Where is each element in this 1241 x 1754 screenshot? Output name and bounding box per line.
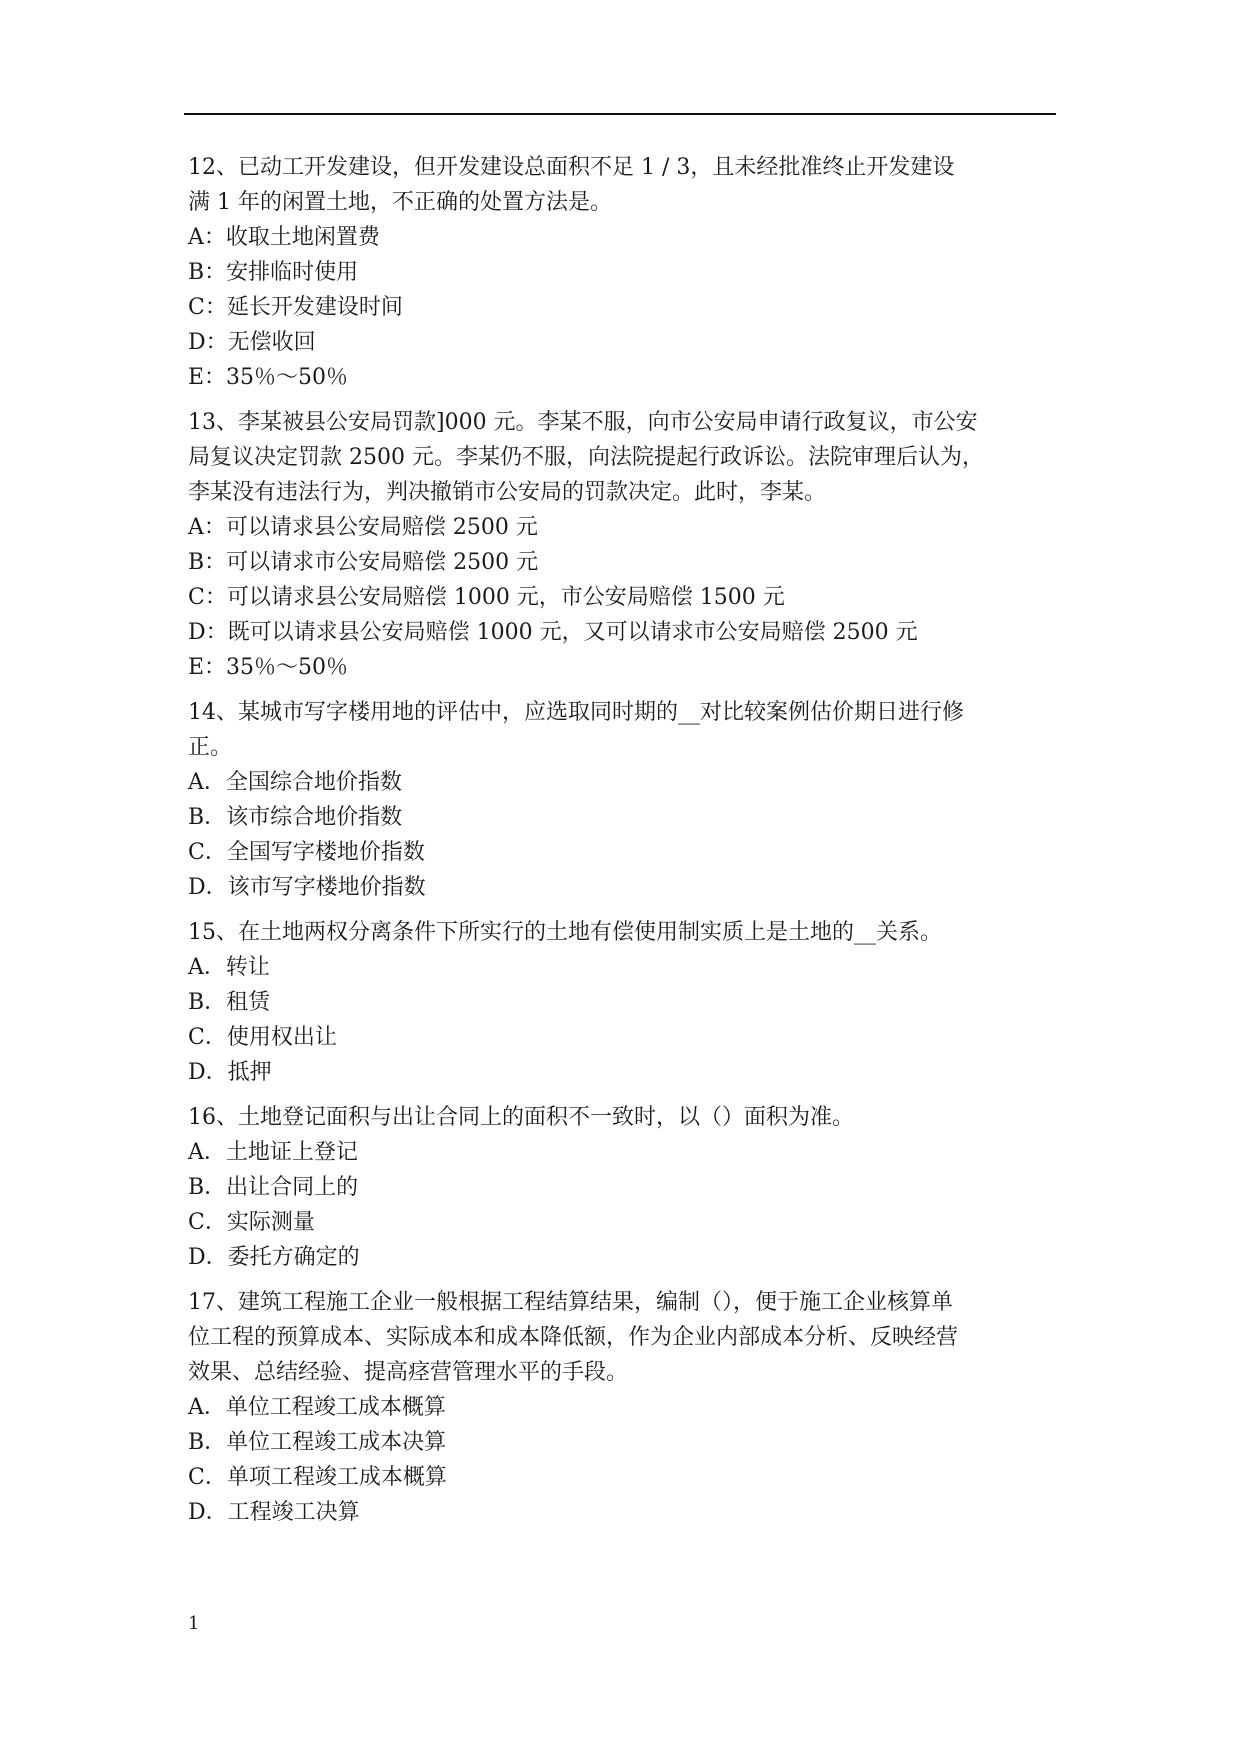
option-e: E：35％～50％	[188, 655, 349, 680]
question-12	[188, 150, 1068, 395]
option-a: A：收取土地闲置费	[188, 225, 380, 250]
question-17	[188, 1285, 1068, 1530]
question-stem-line: 15、在土地两权分离条件下所实行的土地有偿使用制实质上是土地的__关系。	[188, 920, 942, 945]
question-list	[188, 150, 1068, 1540]
option-c: C：延长开发建设时间	[188, 295, 403, 320]
question-stem-line: 效果、总结经验、提高痉营管理水平的手段。	[188, 1360, 629, 1385]
option-a: A．转让	[188, 955, 270, 980]
option-b: B：安排临时使用	[188, 260, 359, 285]
option-c: C．实际测量	[188, 1210, 315, 1235]
question-16	[188, 1100, 1068, 1275]
option-e: E：35％～50％	[188, 365, 349, 390]
option-d: D．抵押	[188, 1060, 272, 1085]
option-d: D：无偿收回	[188, 330, 316, 355]
option-b: B．单位工程竣工成本决算	[188, 1430, 447, 1455]
question-stem-line: 位工程的预算成本、实际成本和成本降低额，作为企业内部成本分析、反映经营	[188, 1325, 959, 1350]
option-c: C．单项工程竣工成本概算	[188, 1465, 447, 1490]
option-b: B：可以请求市公安局赔偿 2500 元	[188, 550, 539, 575]
option-b: B．该市综合地价指数	[188, 805, 403, 830]
option-d: D：既可以请求县公安局赔偿 1000 元，又可以请求市公安局赔偿 2500 元	[188, 620, 918, 645]
option-a: A：可以请求县公安局赔偿 2500 元	[188, 515, 538, 540]
option-c: C．全国写字楼地价指数	[188, 840, 425, 865]
option-b: B．出让合同上的	[188, 1175, 359, 1200]
question-stem-line: 12、已动工开发建设，但开发建设总面积不足 1 / 3，且未经批准终止开发建设	[188, 155, 955, 180]
option-a: A．单位工程竣工成本概算	[188, 1395, 446, 1420]
option-b: B．租赁	[188, 990, 271, 1015]
question-13	[188, 405, 1068, 685]
option-d: D．委托方确定的	[188, 1245, 360, 1270]
question-14	[188, 695, 1068, 905]
page-number: 1	[188, 1613, 200, 1634]
question-stem-line: 满 1 年的闲置土地，不正确的处置方法是。	[188, 190, 612, 215]
question-stem-line: 17、建筑工程施工企业一般根据工程结算结果，编制（），便于施工企业核算单	[188, 1290, 953, 1315]
option-d: D．工程竣工决算	[188, 1500, 360, 1525]
question-stem-line: 16、土地登记面积与出让合同上的面积不一致时，以（）面积为准。	[188, 1105, 854, 1130]
question-15	[188, 915, 1068, 1090]
question-stem-line: 局复议决定罚款 2500 元。李某仍不服，向法院提起行政诉讼。法院审理后认为，	[188, 445, 984, 470]
header-rule	[184, 113, 1056, 115]
option-c: C：可以请求县公安局赔偿 1000 元，市公安局赔偿 1500 元	[188, 585, 785, 610]
option-c: C．使用权出让	[188, 1025, 337, 1050]
question-stem-line: 正。	[188, 735, 233, 760]
question-stem-line: 13、李某被县公安局罚款]000 元。李某不服，向市公安局申请行政复议，市公安	[188, 410, 978, 435]
question-stem-line: 李某没有违法行为，判决撤销市公安局的罚款决定。此时，李某。	[188, 480, 827, 505]
option-d: D．该市写字楼地价指数	[188, 875, 426, 900]
option-a: A．土地证上登记	[188, 1140, 358, 1165]
question-stem-line: 14、某城市写字楼用地的评估中，应选取同时期的__对比较案例估价期日进行修	[188, 700, 964, 725]
option-a: A．全国综合地价指数	[188, 770, 402, 795]
